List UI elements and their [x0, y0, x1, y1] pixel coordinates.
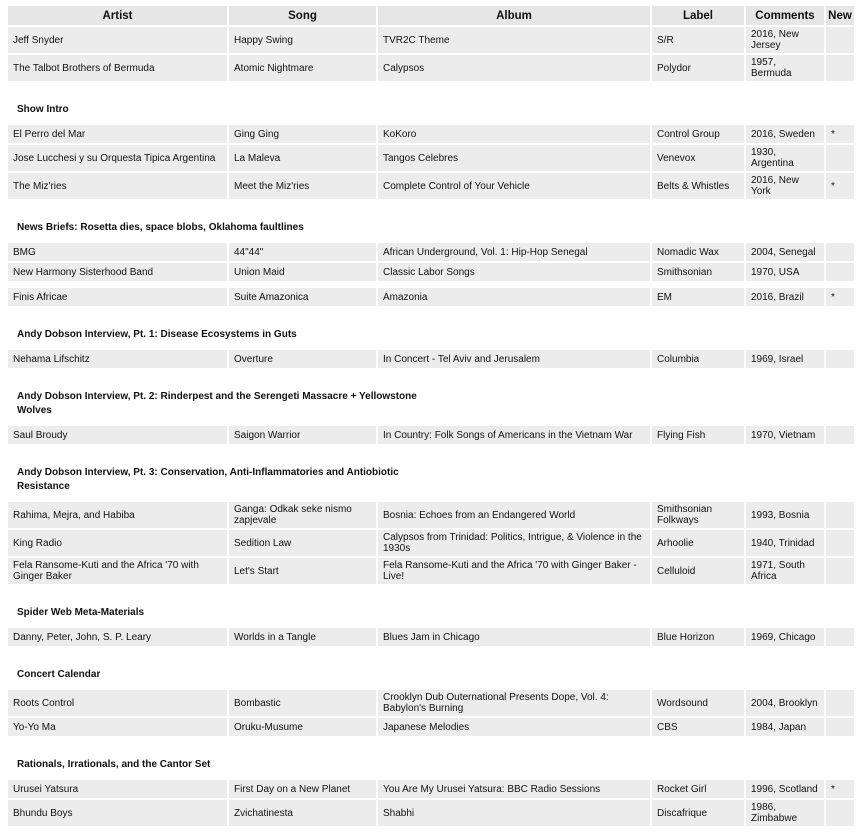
cell-comments: 1969, Israel — [746, 350, 824, 368]
section-cell — [8, 648, 854, 688]
cell-comments: 2004, Brooklyn — [746, 690, 824, 716]
cell-artist: Roots Control — [8, 690, 227, 716]
cell-album: Classic Labor Songs — [378, 263, 650, 281]
track-row — [8, 426, 854, 444]
cell-song: Ging Ging — [229, 125, 376, 143]
track-row — [8, 350, 854, 368]
cell-new — [826, 350, 854, 368]
section-cell — [8, 738, 854, 778]
section-row — [8, 83, 854, 123]
section-cell — [8, 83, 854, 123]
cell-comments: 1970, USA — [746, 263, 824, 281]
cell-album: TVR2C Theme — [378, 27, 650, 53]
cell-song: Suite Amazonica — [229, 288, 376, 306]
cell-new — [826, 426, 854, 444]
cell-album: Fela Ransome-Kuti and the Africa '70 with Ginger Baker - Live! — [378, 558, 650, 584]
cell-artist: Danny, Peter, John, S. P. Leary — [8, 628, 227, 646]
cell-new — [826, 145, 854, 171]
cell-album: Bosnia: Echoes from an Endangered World — [378, 502, 650, 528]
section-title: News Briefs: Rosetta dies, space blobs, Oklahoma faultlines — [17, 222, 304, 233]
section-row — [8, 446, 854, 500]
cell-new: * — [826, 288, 854, 306]
track-row — [8, 718, 854, 736]
track-row — [8, 55, 854, 81]
cell-comments: 1996, Scotland — [746, 780, 824, 798]
cell-comments: 1940, Trinidad — [746, 530, 824, 556]
cell-label: Venevox — [652, 145, 744, 171]
track-row — [8, 628, 854, 646]
cell-comments: 2016, New Jersey — [746, 27, 824, 53]
cell-album: In Concert - Tel Aviv and Jerusalem — [378, 350, 650, 368]
cell-new — [826, 558, 854, 584]
section-cell — [8, 586, 854, 626]
cell-comments: 1984, Japan — [746, 718, 824, 736]
cell-new: * — [826, 780, 854, 798]
track-row — [8, 780, 854, 798]
cell-artist: The Talbot Brothers of Bermuda — [8, 55, 227, 81]
cell-song: Atomic Nightmare — [229, 55, 376, 81]
section-row — [8, 586, 854, 626]
section-cell — [8, 446, 854, 500]
spacer — [8, 283, 854, 286]
cell-label: Discafrique — [652, 800, 744, 826]
cell-label: Smithsonian Folkways — [652, 502, 744, 528]
cell-label: Smithsonian — [652, 263, 744, 281]
section-row — [8, 201, 854, 241]
section-title: Concert Calendar — [17, 669, 101, 680]
cell-artist: Finis Africae — [8, 288, 227, 306]
cell-song: Worlds in a Tangle — [229, 628, 376, 646]
track-row — [8, 530, 854, 556]
section-cell — [8, 201, 854, 241]
cell-album: Japanese Melodies — [378, 718, 650, 736]
cell-artist: New Harmony Sisterhood Band — [8, 263, 227, 281]
track-row — [8, 690, 854, 716]
cell-label: Blue Horizon — [652, 628, 744, 646]
spacer-row — [8, 283, 854, 286]
cell-label: Rocket Girl — [652, 780, 744, 798]
cell-comments: 1993, Bosnia — [746, 502, 824, 528]
cell-song: Ganga: Odkak seke nismo zapjevale — [229, 502, 376, 528]
column-header-artist: Artist — [8, 6, 227, 25]
cell-new: * — [826, 173, 854, 199]
track-row — [8, 800, 854, 826]
cell-comments: 1969, Chicago — [746, 628, 824, 646]
cell-song: 44"44" — [229, 243, 376, 261]
cell-comments: 1986, Zimbabwe — [746, 800, 824, 826]
cell-album: Crooklyn Dub Outernational Presents Dope, Vol. 4: Babylon's Burning — [378, 690, 650, 716]
cell-new — [826, 27, 854, 53]
cell-comments: 1957, Bermuda — [746, 55, 824, 81]
cell-song: Bombastic — [229, 690, 376, 716]
cell-new — [826, 530, 854, 556]
cell-song: Let's Start — [229, 558, 376, 584]
section-cell — [8, 370, 854, 424]
cell-song: Happy Swing — [229, 27, 376, 53]
cell-song: Meet the Miz'ries — [229, 173, 376, 199]
column-header-song: Song — [229, 6, 376, 25]
cell-label: CBS — [652, 718, 744, 736]
cell-artist: The Miz'ries — [8, 173, 227, 199]
cell-comments: 1970, Vietnam — [746, 426, 824, 444]
cell-artist: Fela Ransome-Kuti and the Africa '70 with Ginger Baker — [8, 558, 227, 584]
cell-label: Nomadic Wax — [652, 243, 744, 261]
cell-new — [826, 690, 854, 716]
cell-artist: Rahima, Mejra, and Habiba — [8, 502, 227, 528]
track-row — [8, 288, 854, 306]
cell-comments: 2016, Sweden — [746, 125, 824, 143]
cell-album: Calypsos — [378, 55, 650, 81]
section-title: Andy Dobson Interview, Pt. 3: Conservation, Anti-Inflammatories and Antiobiotic Resistance — [17, 467, 399, 492]
cell-label: Control Group — [652, 125, 744, 143]
section-title: Show Intro — [17, 104, 69, 115]
track-row — [8, 125, 854, 143]
column-header-comments: Comments — [746, 6, 824, 25]
cell-comments: 1930, Argentina — [746, 145, 824, 171]
cell-label: Polydor — [652, 55, 744, 81]
cell-new: * — [826, 125, 854, 143]
cell-album: Calypsos from Trinidad: Politics, Intrigue, & Violence in the 1930s — [378, 530, 650, 556]
cell-album: In Country: Folk Songs of Americans in the Vietnam War — [378, 426, 650, 444]
cell-new — [826, 55, 854, 81]
track-row — [8, 243, 854, 261]
cell-new — [826, 243, 854, 261]
cell-song: Sedition Law — [229, 530, 376, 556]
cell-label: Belts & Whistles — [652, 173, 744, 199]
cell-album: You Are My Urusei Yatsura: BBC Radio Sessions — [378, 780, 650, 798]
cell-song: First Day on a New Planet — [229, 780, 376, 798]
cell-artist: Jose Lucchesi y su Orquesta Tipica Argentina — [8, 145, 227, 171]
cell-artist: Nehama Lifschitz — [8, 350, 227, 368]
playlist-table — [6, 4, 856, 828]
cell-artist: Jeff Snyder — [8, 27, 227, 53]
cell-album: Blues Jam in Chicago — [378, 628, 650, 646]
cell-artist: Saul Broudy — [8, 426, 227, 444]
cell-artist: BMG — [8, 243, 227, 261]
cell-new — [826, 628, 854, 646]
column-header-album: Album — [378, 6, 650, 25]
cell-album: KoKoro — [378, 125, 650, 143]
cell-song: Saigon Warrior — [229, 426, 376, 444]
cell-label: Arhoolie — [652, 530, 744, 556]
cell-artist: Urusei Yatsura — [8, 780, 227, 798]
cell-artist: Yo-Yo Ma — [8, 718, 227, 736]
cell-artist: El Perro del Mar — [8, 125, 227, 143]
cell-new — [826, 263, 854, 281]
section-row — [8, 308, 854, 348]
section-row — [8, 738, 854, 778]
cell-new — [826, 800, 854, 826]
track-row — [8, 558, 854, 584]
cell-comments: 1971, South Africa — [746, 558, 824, 584]
column-header-label: Label — [652, 6, 744, 25]
cell-label: Columbia — [652, 350, 744, 368]
cell-comments: 2004, Senegal — [746, 243, 824, 261]
header-row — [8, 6, 854, 25]
track-row — [8, 263, 854, 281]
cell-album: Tangos Celebres — [378, 145, 650, 171]
cell-artist: King Radio — [8, 530, 227, 556]
cell-artist: Bhundu Boys — [8, 800, 227, 826]
cell-new — [826, 502, 854, 528]
cell-album: African Underground, Vol. 1: Hip-Hop Senegal — [378, 243, 650, 261]
cell-label: Flying Fish — [652, 426, 744, 444]
track-row — [8, 502, 854, 528]
section-row — [8, 648, 854, 688]
track-row — [8, 173, 854, 199]
cell-song: La Maleva — [229, 145, 376, 171]
column-header-new: New — [826, 6, 854, 25]
track-row — [8, 27, 854, 53]
cell-album: Amazonia — [378, 288, 650, 306]
section-title: Andy Dobson Interview, Pt. 2: Rinderpest and the Serengeti Massacre + Yellowstone Wolves — [17, 391, 417, 416]
cell-album: Complete Control of Your Vehicle — [378, 173, 650, 199]
cell-song: Overture — [229, 350, 376, 368]
cell-song: Zvichatinesta — [229, 800, 376, 826]
cell-song: Union Maid — [229, 263, 376, 281]
track-row — [8, 145, 854, 171]
cell-comments: 2016, New York — [746, 173, 824, 199]
section-cell — [8, 308, 854, 348]
section-title: Andy Dobson Interview, Pt. 1: Disease Ecosystems in Guts — [17, 329, 297, 340]
cell-label: Wordsound — [652, 690, 744, 716]
cell-song: Oruku-Musume — [229, 718, 376, 736]
cell-comments: 2016, Brazil — [746, 288, 824, 306]
section-row — [8, 370, 854, 424]
section-title: Rationals, Irrationals, and the Cantor Set — [17, 759, 211, 770]
cell-label: Celluloid — [652, 558, 744, 584]
section-title: Spider Web Meta-Materials — [17, 607, 145, 618]
cell-label: EM — [652, 288, 744, 306]
cell-album: Shabhi — [378, 800, 650, 826]
cell-label: S/R — [652, 27, 744, 53]
cell-new — [826, 718, 854, 736]
